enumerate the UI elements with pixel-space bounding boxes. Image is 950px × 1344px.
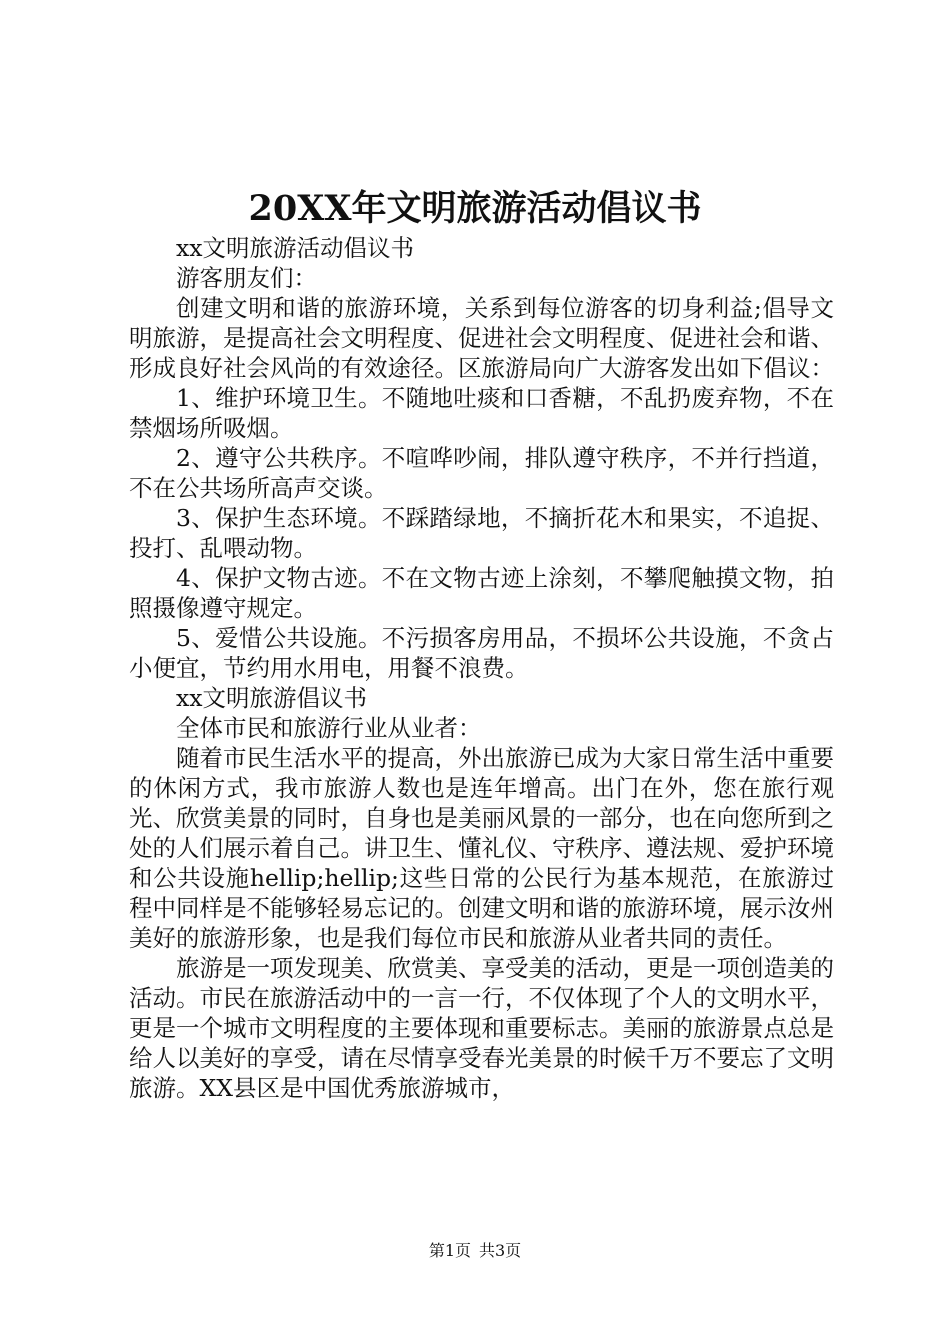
paragraph-body-2: 旅游是一项发现美、欣赏美、享受美的活动，更是一项创造美的活动。市民在旅游活动中的一言一行，不仅体现了个人的文明水平，更是一个城市文明程度的主要体现和重要标志。美丽的旅游景点总是给人以美好的享受，请在尽情享受春光美景的时候千万不要忘了文明旅游。XX县区是中国优秀旅游城市， bbox=[129, 954, 834, 1102]
paragraph-intro-1: 创建文明和谐的旅游环境，关系到每位游客的切身利益;倡导文明旅游，是提高社会文明程度、促进社会文明程度、促进社会和谐、形成良好社会风尚的有效途径。区旅游局向广大游客发出如下倡议： bbox=[129, 294, 834, 382]
page-number-total: 共3页 bbox=[479, 1241, 522, 1260]
page-title: 20XX年文明旅游活动倡议书 bbox=[248, 188, 702, 229]
paragraph-salutation-2: 全体市民和旅游行业从业者： bbox=[176, 714, 482, 742]
document-body bbox=[129, 233, 834, 1103]
paragraph-subtitle-1: xx文明旅游活动倡议书 bbox=[176, 234, 415, 262]
paragraph-item-4: 4、保护文物古迹。不在文物古迹上涂刻，不攀爬触摸文物，拍照摄像遵守规定。 bbox=[129, 564, 834, 622]
paragraph-body-1: 随着市民生活水平的提高，外出旅游已成为大家日常生活中重要的休闲方式，我市旅游人数也是连年增高。出门在外，您在旅行观光、欣赏美景的同时，自身也是美丽风景的一部分，也在向您所到之处的人们展示着自己。讲卫生、懂礼仪、守秩序、遵法规、爱护环境和公共设施hellip;hellip;这些日常的公民行为基本规范，在旅游过程中同样是不能够轻易忘记的。创建文明和谐的旅游环境，展示汝州美好的旅游形象，也是我们每位市民和旅游从业者共同的责任。 bbox=[129, 744, 834, 952]
paragraph-item-3: 3、保护生态环境。不踩踏绿地，不摘折花木和果实，不追捉、投打、乱喂动物。 bbox=[129, 504, 834, 562]
paragraph-item-2: 2、遵守公共秩序。不喧哗吵闹，排队遵守秩序，不并行挡道，不在公共场所高声交谈。 bbox=[129, 444, 834, 502]
paragraph-item-5: 5、爱惜公共设施。不污损客房用品，不损坏公共设施，不贪占小便宜，节约用水用电，用餐不浪费。 bbox=[129, 624, 834, 682]
page-number-current: 第1页 bbox=[428, 1241, 471, 1260]
paragraph-subtitle-2: xx文明旅游倡议书 bbox=[176, 684, 368, 712]
page-footer bbox=[0, 1240, 950, 1262]
paragraph-item-1: 1、维护环境卫生。不随地吐痰和口香糖，不乱扔废弃物，不在禁烟场所吸烟。 bbox=[129, 384, 834, 442]
paragraph-salutation-1: 游客朋友们： bbox=[176, 264, 317, 292]
